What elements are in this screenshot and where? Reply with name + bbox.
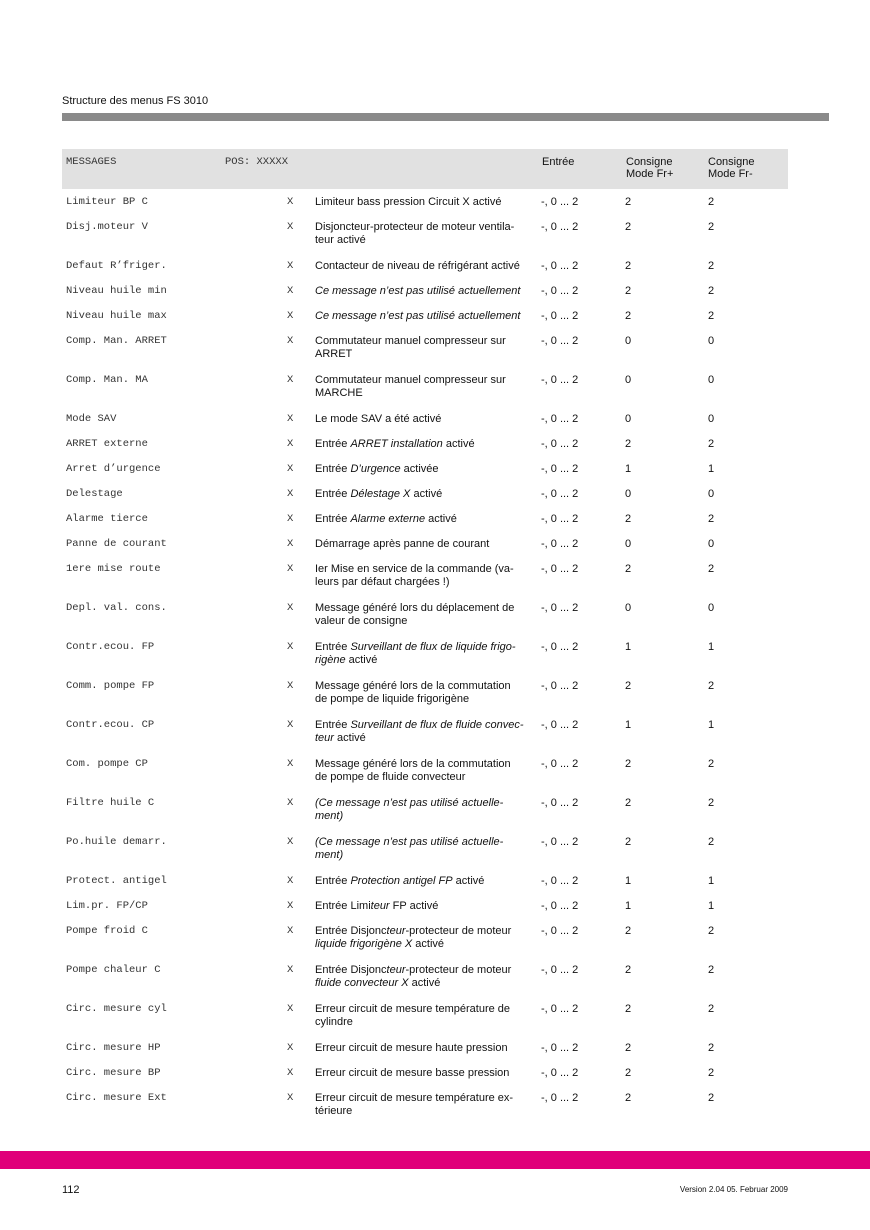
message-code: Lim.pr. FP/CP — [66, 900, 148, 912]
consigne-mode-minus: 2 — [708, 438, 715, 450]
pos-marker: X — [287, 925, 294, 937]
footer-accent-bar — [0, 1151, 870, 1169]
consigne-mode-minus: 2 — [708, 964, 715, 976]
entree-range: -, 0 ... 2 — [541, 1092, 579, 1104]
consigne-mode-minus: 2 — [708, 680, 715, 692]
description-line: Entrée Délestage X activé — [315, 488, 443, 500]
message-code: Alarme tierce — [66, 513, 148, 525]
message-code: Niveau huile min — [66, 285, 167, 297]
pos-marker: X — [287, 463, 294, 475]
description-line: Le mode SAV a été activé — [315, 413, 442, 425]
message-code: Circ. mesure Ext — [66, 1092, 167, 1104]
pos-marker: X — [287, 1092, 294, 1104]
header-consigne-plus — [626, 156, 673, 180]
message-description — [315, 285, 537, 298]
message-description — [315, 836, 537, 861]
message-description — [315, 1092, 537, 1117]
consigne-mode-minus: 2 — [708, 310, 715, 322]
consigne-mode-plus: 0 — [625, 335, 632, 347]
pos-marker: X — [287, 488, 294, 500]
pos-marker: X — [287, 641, 294, 653]
table-row — [62, 561, 788, 600]
entree-range: -, 0 ... 2 — [541, 900, 579, 912]
entree-range: -, 0 ... 2 — [541, 797, 579, 809]
consigne-mode-plus: 2 — [625, 925, 632, 937]
message-description — [315, 964, 537, 989]
document-title: Structure des menus FS 3010 — [62, 95, 209, 107]
description-line: (Ce message n’est pas utilisé actuelle- — [315, 797, 504, 809]
table-row — [62, 461, 788, 486]
pos-marker: X — [287, 719, 294, 731]
table-row — [62, 308, 788, 333]
description-line: teur activé — [315, 233, 366, 246]
message-code: Mode SAV — [66, 413, 117, 425]
table-row — [62, 717, 788, 756]
consigne-mode-minus: 2 — [708, 1042, 715, 1054]
consigne-mode-plus: 2 — [625, 1092, 632, 1104]
entree-range: -, 0 ... 2 — [541, 875, 579, 887]
description-line: valeur de consigne — [315, 614, 408, 627]
message-code: Panne de courant — [66, 538, 167, 550]
message-code: Circ. mesure cyl — [66, 1003, 167, 1015]
consigne-mode-plus: 2 — [625, 563, 632, 575]
entree-range: -, 0 ... 2 — [541, 641, 579, 653]
table-row — [62, 873, 788, 898]
table-row — [62, 898, 788, 923]
description-line: Erreur circuit de mesure haute pression — [315, 1042, 508, 1054]
message-description — [315, 335, 537, 360]
consigne-mode-minus: 0 — [708, 413, 715, 425]
table-row — [62, 678, 788, 717]
pos-marker: X — [287, 758, 294, 770]
entree-range: -, 0 ... 2 — [541, 925, 579, 937]
consigne-mode-minus: 2 — [708, 196, 715, 208]
message-code: Delestage — [66, 488, 123, 500]
consigne-mode-minus: 1 — [708, 463, 715, 475]
message-description — [315, 797, 537, 822]
pos-marker: X — [287, 221, 294, 233]
table-row — [62, 962, 788, 1001]
entree-range: -, 0 ... 2 — [541, 563, 579, 575]
messages-table-body — [62, 194, 788, 1129]
entree-range: -, 0 ... 2 — [541, 196, 579, 208]
consigne-mode-minus: 2 — [708, 1003, 715, 1015]
consigne-mode-minus: 0 — [708, 488, 715, 500]
message-description — [315, 310, 537, 323]
description-line: Erreur circuit de mesure température ex- — [315, 1092, 514, 1104]
pos-marker: X — [287, 1042, 294, 1054]
description-line: ment) — [315, 809, 344, 822]
entree-range: -, 0 ... 2 — [541, 964, 579, 976]
table-row — [62, 923, 788, 962]
description-line: Entrée Limiteur FP activé — [315, 900, 439, 912]
entree-range: -, 0 ... 2 — [541, 260, 579, 272]
message-description — [315, 1042, 537, 1055]
entree-range: -, 0 ... 2 — [541, 1067, 579, 1079]
consigne-mode-plus: 0 — [625, 374, 632, 386]
message-code: Comp. Man. MA — [66, 374, 148, 386]
description-line: Entrée ARRET installation activé — [315, 438, 475, 450]
message-description — [315, 563, 537, 588]
consigne-mode-minus: 2 — [708, 797, 715, 809]
message-description — [315, 196, 537, 209]
consigne-mode-minus: 2 — [708, 563, 715, 575]
consigne-mode-plus: 2 — [625, 260, 632, 272]
entree-range: -, 0 ... 2 — [541, 538, 579, 550]
message-description — [315, 538, 537, 551]
table-row — [62, 486, 788, 511]
entree-range: -, 0 ... 2 — [541, 335, 579, 347]
message-description — [315, 463, 537, 476]
pos-marker: X — [287, 538, 294, 550]
consigne-mode-plus: 2 — [625, 285, 632, 297]
description-line: Ier Mise en service de la commande (va- — [315, 563, 514, 575]
table-row — [62, 436, 788, 461]
consigne-mode-plus: 2 — [625, 797, 632, 809]
version-info: Version 2.04 05. Februar 2009 — [679, 1185, 788, 1194]
pos-marker: X — [287, 1067, 294, 1079]
message-code: Depl. val. cons. — [66, 602, 167, 614]
consigne-mode-plus: 1 — [625, 900, 632, 912]
entree-range: -, 0 ... 2 — [541, 221, 579, 233]
message-description — [315, 900, 537, 913]
consigne-mode-plus: 1 — [625, 875, 632, 887]
message-code: Comm. pompe FP — [66, 680, 155, 692]
description-line: ARRET — [315, 347, 353, 360]
consigne-mode-plus: 2 — [625, 964, 632, 976]
consigne-mode-minus: 2 — [708, 260, 715, 272]
consigne-mode-plus: 2 — [625, 1003, 632, 1015]
message-description — [315, 925, 537, 950]
description-line: MARCHE — [315, 386, 363, 399]
description-line: teur activé — [315, 731, 366, 744]
message-code: Filtre huile C — [66, 797, 155, 809]
description-line: leurs par défaut chargées !) — [315, 575, 450, 588]
consigne-mode-minus: 2 — [708, 758, 715, 770]
pos-marker: X — [287, 836, 294, 848]
message-description — [315, 374, 537, 399]
description-line: Limiteur bass pression Circuit X activé — [315, 196, 502, 208]
header-consigne-plus-line2: Mode Fr+ — [626, 168, 674, 180]
pos-marker: X — [287, 563, 294, 575]
consigne-mode-minus: 2 — [708, 1067, 715, 1079]
title-divider-bar — [62, 113, 829, 121]
pos-marker: X — [287, 1003, 294, 1015]
message-description — [315, 438, 537, 451]
table-row — [62, 834, 788, 873]
message-code: Contr.ecou. CP — [66, 719, 155, 731]
description-line: rigène activé — [315, 653, 378, 666]
description-line: Entrée D’urgence activée — [315, 463, 439, 475]
table-row — [62, 795, 788, 834]
pos-marker: X — [287, 797, 294, 809]
consigne-mode-plus: 0 — [625, 602, 632, 614]
description-line: Commutateur manuel compresseur sur — [315, 374, 506, 386]
header-consigne-minus-line2: Mode Fr- — [708, 168, 753, 180]
consigne-mode-minus: 2 — [708, 513, 715, 525]
entree-range: -, 0 ... 2 — [541, 680, 579, 692]
message-description — [315, 758, 537, 783]
message-code: Arret d’urgence — [66, 463, 161, 475]
consigne-mode-plus: 2 — [625, 680, 632, 692]
table-row — [62, 411, 788, 436]
description-line: térieure — [315, 1104, 353, 1117]
consigne-mode-minus: 2 — [708, 285, 715, 297]
entree-range: -, 0 ... 2 — [541, 836, 579, 848]
message-code: Circ. mesure HP — [66, 1042, 161, 1054]
message-code: Comp. Man. ARRET — [66, 335, 167, 347]
consigne-mode-minus: 0 — [708, 538, 715, 550]
message-description — [315, 1003, 537, 1028]
pos-marker: X — [287, 374, 294, 386]
header-pos: POS: XXXXX — [225, 156, 289, 168]
entree-range: -, 0 ... 2 — [541, 413, 579, 425]
description-line: liquide frigorigène X activé — [315, 937, 445, 950]
description-line: Entrée Surveillant de flux de liquide frigo- — [315, 641, 516, 653]
consigne-mode-plus: 2 — [625, 1042, 632, 1054]
consigne-mode-plus: 0 — [625, 538, 632, 550]
consigne-mode-minus: 1 — [708, 875, 715, 887]
table-row — [62, 600, 788, 639]
description-line: Ce message n’est pas utilisé actuellement — [315, 310, 521, 322]
header-entree: Entrée — [542, 156, 575, 168]
message-code: Circ. mesure BP — [66, 1067, 161, 1079]
message-code: Defaut R’friger. — [66, 260, 167, 272]
message-code: Limiteur BP C — [66, 196, 148, 208]
description-line: Contacteur de niveau de réfrigérant activé — [315, 260, 520, 272]
entree-range: -, 0 ... 2 — [541, 758, 579, 770]
table-row — [62, 1040, 788, 1065]
description-line: Entrée Protection antigel FP activé — [315, 875, 485, 887]
entree-range: -, 0 ... 2 — [541, 310, 579, 322]
pos-marker: X — [287, 260, 294, 272]
table-row — [62, 536, 788, 561]
entree-range: -, 0 ... 2 — [541, 602, 579, 614]
message-code: ARRET externe — [66, 438, 148, 450]
description-line: Message généré lors du déplacement de — [315, 602, 515, 614]
entree-range: -, 0 ... 2 — [541, 374, 579, 386]
consigne-mode-minus: 1 — [708, 641, 715, 653]
consigne-mode-plus: 0 — [625, 413, 632, 425]
pos-marker: X — [287, 900, 294, 912]
table-row — [62, 1065, 788, 1090]
description-line: (Ce message n’est pas utilisé actuelle- — [315, 836, 504, 848]
consigne-mode-plus: 1 — [625, 719, 632, 731]
entree-range: -, 0 ... 2 — [541, 1042, 579, 1054]
message-code: Protect. antigel — [66, 875, 167, 887]
consigne-mode-plus: 2 — [625, 1067, 632, 1079]
header-consigne-minus — [708, 156, 754, 180]
table-row — [62, 258, 788, 283]
pos-marker: X — [287, 413, 294, 425]
entree-range: -, 0 ... 2 — [541, 513, 579, 525]
consigne-mode-minus: 0 — [708, 335, 715, 347]
message-description — [315, 719, 537, 744]
entree-range: -, 0 ... 2 — [541, 285, 579, 297]
description-line: Disjoncteur-protecteur de moteur ventila- — [315, 221, 515, 233]
message-description — [315, 641, 537, 666]
consigne-mode-plus: 2 — [625, 836, 632, 848]
table-row — [62, 1001, 788, 1040]
table-row — [62, 219, 788, 258]
table-row — [62, 372, 788, 411]
description-line: de pompe de liquide frigorigène — [315, 692, 470, 705]
description-line: Démarrage après panne de courant — [315, 538, 490, 550]
consigne-mode-minus: 2 — [708, 1092, 715, 1104]
message-description — [315, 680, 537, 705]
description-line: Commutateur manuel compresseur sur — [315, 335, 506, 347]
description-line: Entrée Alarme externe activé — [315, 513, 457, 525]
page-number: 112 — [62, 1184, 80, 1196]
consigne-mode-plus: 0 — [625, 488, 632, 500]
consigne-mode-plus: 2 — [625, 310, 632, 322]
description-line: Message généré lors de la commutation — [315, 680, 511, 692]
message-description — [315, 260, 537, 273]
message-description — [315, 488, 537, 501]
table-row — [62, 194, 788, 219]
message-code: Niveau huile max — [66, 310, 167, 322]
consigne-mode-minus: 1 — [708, 900, 715, 912]
description-line: de pompe de fluide convecteur — [315, 770, 466, 783]
header-consigne-minus-line1: Consigne — [708, 156, 755, 168]
table-row — [62, 333, 788, 372]
message-code: 1ere mise route — [66, 563, 161, 575]
message-description — [315, 221, 537, 246]
pos-marker: X — [287, 310, 294, 322]
pos-marker: X — [287, 875, 294, 887]
message-code: Disj.moteur V — [66, 221, 148, 233]
consigne-mode-minus: 2 — [708, 221, 715, 233]
description-line: Ce message n’est pas utilisé actuellement — [315, 285, 521, 297]
table-row — [62, 511, 788, 536]
entree-range: -, 0 ... 2 — [541, 438, 579, 450]
consigne-mode-plus: 2 — [625, 513, 632, 525]
consigne-mode-plus: 2 — [625, 438, 632, 450]
entree-range: -, 0 ... 2 — [541, 1003, 579, 1015]
entree-range: -, 0 ... 2 — [541, 488, 579, 500]
message-code: Pompe froid C — [66, 925, 148, 937]
message-code: Com. pompe CP — [66, 758, 148, 770]
pos-marker: X — [287, 196, 294, 208]
description-line: ment) — [315, 848, 344, 861]
consigne-mode-minus: 0 — [708, 374, 715, 386]
message-description — [315, 1067, 537, 1080]
consigne-mode-minus: 0 — [708, 602, 715, 614]
description-line: Entrée Disjoncteur-protecteur de moteur — [315, 925, 512, 937]
description-line: Entrée Disjoncteur-protecteur de moteur — [315, 964, 512, 976]
consigne-mode-minus: 2 — [708, 925, 715, 937]
pos-marker: X — [287, 964, 294, 976]
description-line: cylindre — [315, 1015, 353, 1028]
consigne-mode-plus: 1 — [625, 463, 632, 475]
pos-marker: X — [287, 438, 294, 450]
header-consigne-plus-line1: Consigne — [626, 156, 673, 168]
message-description — [315, 875, 537, 888]
entree-range: -, 0 ... 2 — [541, 463, 579, 475]
description-line: Message généré lors de la commutation — [315, 758, 511, 770]
consigne-mode-minus: 1 — [708, 719, 715, 731]
pos-marker: X — [287, 335, 294, 347]
consigne-mode-plus: 2 — [625, 221, 632, 233]
description-line: fluide convecteur X activé — [315, 976, 441, 989]
description-line: Erreur circuit de mesure température de — [315, 1003, 511, 1015]
table-row — [62, 756, 788, 795]
message-description — [315, 513, 537, 526]
table-row — [62, 283, 788, 308]
pos-marker: X — [287, 602, 294, 614]
consigne-mode-plus: 2 — [625, 196, 632, 208]
message-code: Po.huile demarr. — [66, 836, 167, 848]
table-header — [62, 149, 788, 189]
description-line: Entrée Surveillant de flux de fluide convec- — [315, 719, 524, 731]
consigne-mode-plus: 2 — [625, 758, 632, 770]
pos-marker: X — [287, 513, 294, 525]
consigne-mode-minus: 2 — [708, 836, 715, 848]
pos-marker: X — [287, 680, 294, 692]
table-row — [62, 639, 788, 678]
table-row — [62, 1090, 788, 1129]
consigne-mode-plus: 1 — [625, 641, 632, 653]
entree-range: -, 0 ... 2 — [541, 719, 579, 731]
message-description — [315, 602, 537, 627]
description-line: Erreur circuit de mesure basse pression — [315, 1067, 510, 1079]
pos-marker: X — [287, 285, 294, 297]
message-code: Pompe chaleur C — [66, 964, 161, 976]
message-description — [315, 413, 537, 426]
header-messages: MESSAGES — [66, 156, 117, 168]
message-code: Contr.ecou. FP — [66, 641, 155, 653]
